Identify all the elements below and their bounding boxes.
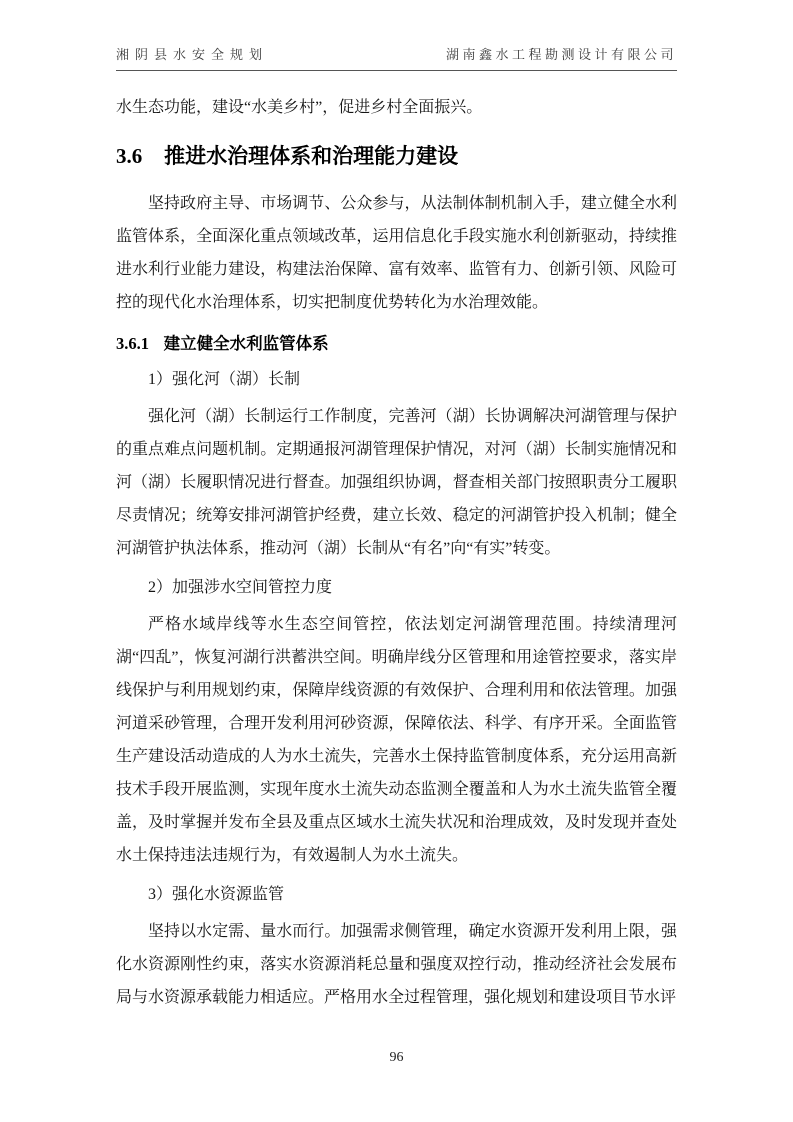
document-body xyxy=(116,71,677,1014)
page-number: 96 xyxy=(389,1050,404,1065)
subsection-title: 建立健全水利监管体系 xyxy=(163,335,329,353)
section-intro-paragraph: 坚持政府主导、市场调节、公众参与，从法制体制机制入手，建立健全水利监管体系，全面深化重点领域改革，运用信息化手段实施水利创新驱动，持续推进水利行业能力建设，构建法治保障、富有效率、监管有力、创新引领、风险可控的现代化水治理体系，切实把制度优势转化为水治理效能。 xyxy=(116,195,677,311)
list-item-3-body: 坚持以水定需、量水而行。加强需求侧管理，确定水资源开发利用上限，强化水资源刚性约束，落实水资源消耗总量和强度双控行动，推动经济社会发展布局与水资源承载能力相适应。严格用水全过程管理，强化规划和建设项目节水评 xyxy=(116,923,677,1006)
continuation-paragraph: 水生态功能，建设“水美乡村”，促进乡村全面振兴。 xyxy=(116,99,483,116)
list-item-1-body: 强化河（湖）长制运行工作制度，完善河（湖）长协调解决河湖管理与保护的重点难点问题机制。定期通报河湖管理保护情况，对河（湖）长制实施情况和河（湖）长履职情况进行督查。加强组织协调，督查相关部门按照职责分工履职尽责情况；统筹安排河湖管护经费，建立长效、稳定的河湖管护投入机制；健全河湖管护执法体系，推动河（湖）长制从“有名”向“有实”转变。 xyxy=(116,408,677,557)
page-header xyxy=(116,0,677,71)
list-item-3-label: 3）强化水资源监管 xyxy=(148,886,285,903)
header-right-title: 湖南鑫水工程勘测设计有限公司 xyxy=(445,47,677,62)
page-header-row xyxy=(116,44,677,71)
section-title: 推进水治理体系和治理能力建设 xyxy=(164,145,459,168)
section-number: 3.6 xyxy=(116,144,143,168)
page-footer xyxy=(0,1050,793,1066)
list-item-2-label: 2）加强涉水空间管控力度 xyxy=(148,579,333,596)
list-item-1-label: 1）强化河（湖）长制 xyxy=(148,371,301,388)
header-left-title: 湘阴县水安全规划 xyxy=(116,47,269,62)
subsection-heading xyxy=(116,331,677,357)
section-heading xyxy=(116,140,677,173)
list-item-2-body: 严格水域岸线等水生态空间管控，依法划定河湖管理范围。持续清理河湖“四乱”，恢复河湖行洪蓄洪空间。明确岸线分区管理和用途管控要求，落实岸线保护与利用规划约束，保障岸线资源的有效保护、合理利用和依法管理。加强河道采砂管理，合理开发利用河砂资源，保障依法、科学、有序开采。全面监管生产建设活动造成的人为水土流失，完善水土保持监管制度体系，充分运用高新技术手段开展监测，实现年度水土流失动态监测全覆盖和人为水土流失监管全覆盖，及时掌握并发布全县及重点区域水土流失状况和治理成效，及时发现并查处水土保持违法违规行为，有效遏制人为水土流失。 xyxy=(116,616,677,864)
subsection-number: 3.6.1 xyxy=(116,334,149,353)
